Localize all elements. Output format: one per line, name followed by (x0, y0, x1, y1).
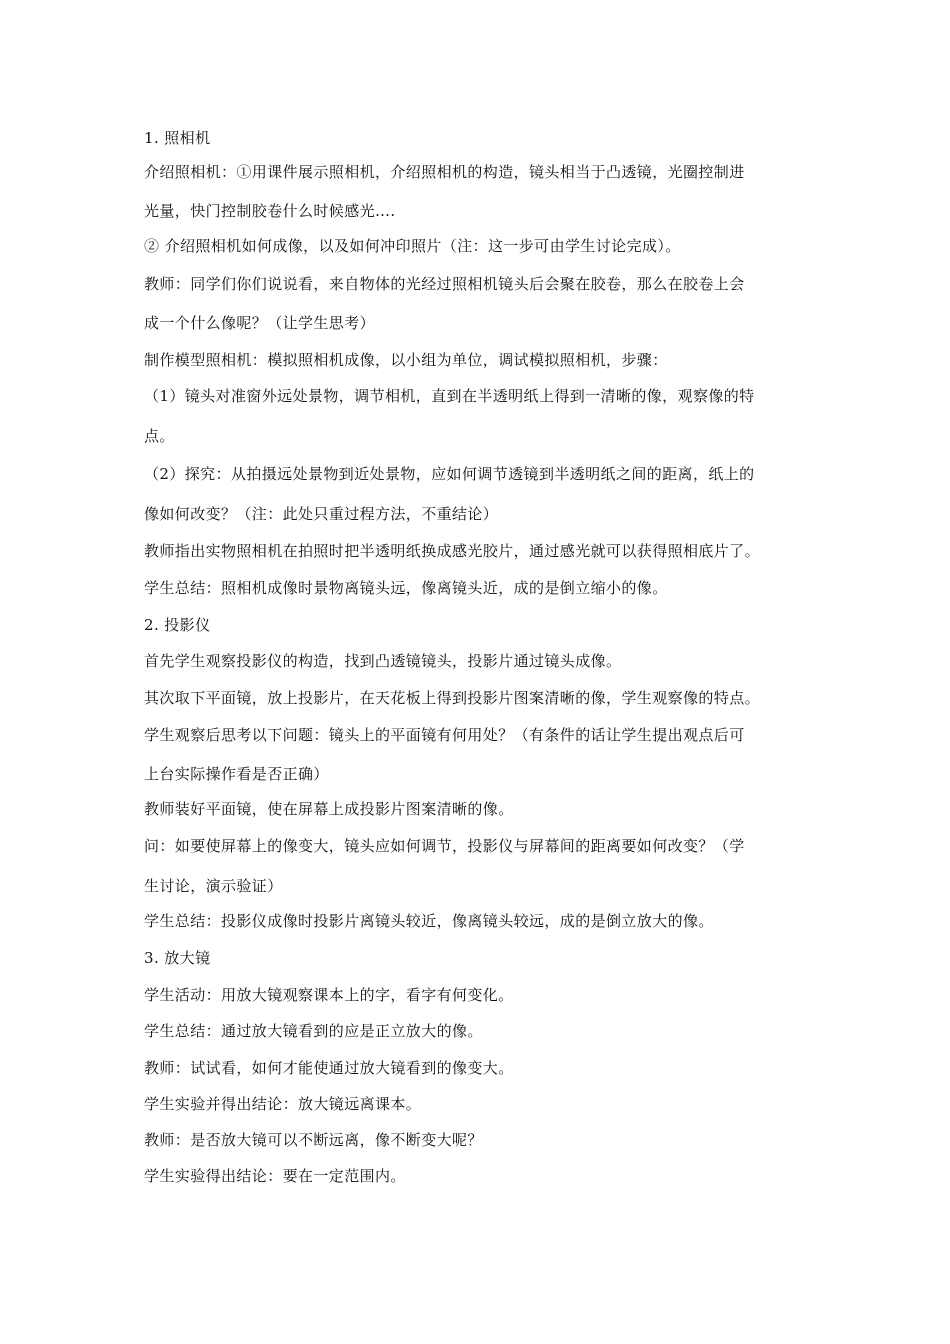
paragraph-line: （2）探究：从拍摄远处景物到近处景物，应如何调节透镜到半透明纸之间的距离，纸上的 (144, 465, 755, 483)
section-heading-camera: 1. 照相机 (144, 129, 211, 147)
paragraph-line: 像如何改变？（注：此处只重过程方法，不重结论） (144, 505, 499, 523)
paragraph-line: 生讨论，演示验证） (144, 877, 283, 895)
paragraph-line: 学生总结：照相机成像时景物离镜头远，像离镜头近，成的是倒立缩小的像。 (144, 579, 668, 597)
section-heading-projector: 2. 投影仪 (144, 616, 211, 634)
paragraph-line: 学生实验得出结论：要在一定范围内。 (144, 1167, 406, 1185)
paragraph-line: 教师指出实物照相机在拍照时把半透明纸换成感光胶片，通过感光就可以获得照相底片了。 (144, 542, 761, 560)
paragraph-line: （1）镜头对准窗外远处景物，调节相机，直到在半透明纸上得到一清晰的像，观察像的特 (144, 387, 755, 405)
paragraph-line: 上台实际操作看是否正确） (144, 765, 329, 783)
paragraph-line: 问：如要使屏幕上的像变大，镜头应如何调节，投影仪与屏幕间的距离要如何改变？（学 (144, 837, 745, 855)
paragraph-line: 首先学生观察投影仪的构造，找到凸透镜镜头，投影片通过镜头成像。 (144, 652, 622, 670)
paragraph-line: 学生实验并得出结论：放大镜远离课本。 (144, 1095, 422, 1113)
paragraph-line: 教师：是否放大镜可以不断远离，像不断变大呢？ (144, 1131, 483, 1149)
paragraph-line: 学生活动：用放大镜观察课本上的字，看字有何变化。 (144, 986, 514, 1004)
paragraph-line: 其次取下平面镜，放上投影片，在天花板上得到投影片图案清晰的像，学生观察像的特点。 (144, 689, 761, 707)
paragraph-line: 成一个什么像呢？（让学生思考） (144, 314, 376, 332)
paragraph-line: 学生观察后思考以下问题：镜头上的平面镜有何用处？（有条件的话让学生提出观点后可 (144, 726, 745, 744)
paragraph-line: 光量，快门控制胶卷什么时候感光…. (144, 202, 396, 220)
paragraph-line: 教师装好平面镜，使在屏幕上成投影片图案清晰的像。 (144, 800, 514, 818)
paragraph-line: 制作模型照相机：模拟照相机成像，以小组为单位，调试模拟照相机，步骤： (144, 351, 668, 369)
paragraph-line: ② 介绍照相机如何成像，以及如何冲印照片（注：这一步可由学生讨论完成）。 (144, 237, 681, 255)
section-heading-magnifier: 3. 放大镜 (144, 949, 211, 967)
paragraph-line: 介绍照相机：①用课件展示照相机，介绍照相机的构造，镜头相当于凸透镜，光圈控制进 (144, 163, 745, 181)
paragraph-line: 教师：同学们你们说说看，来自物体的光经过照相机镜头后会聚在胶卷，那么在胶卷上会 (144, 275, 745, 293)
paragraph-line: 点。 (144, 427, 175, 445)
paragraph-line: 学生总结：投影仪成像时投影片离镜头较近，像离镜头较远，成的是倒立放大的像。 (144, 912, 714, 930)
paragraph-line: 学生总结：通过放大镜看到的应是正立放大的像。 (144, 1022, 483, 1040)
paragraph-line: 教师：试试看，如何才能使通过放大镜看到的像变大。 (144, 1059, 514, 1077)
